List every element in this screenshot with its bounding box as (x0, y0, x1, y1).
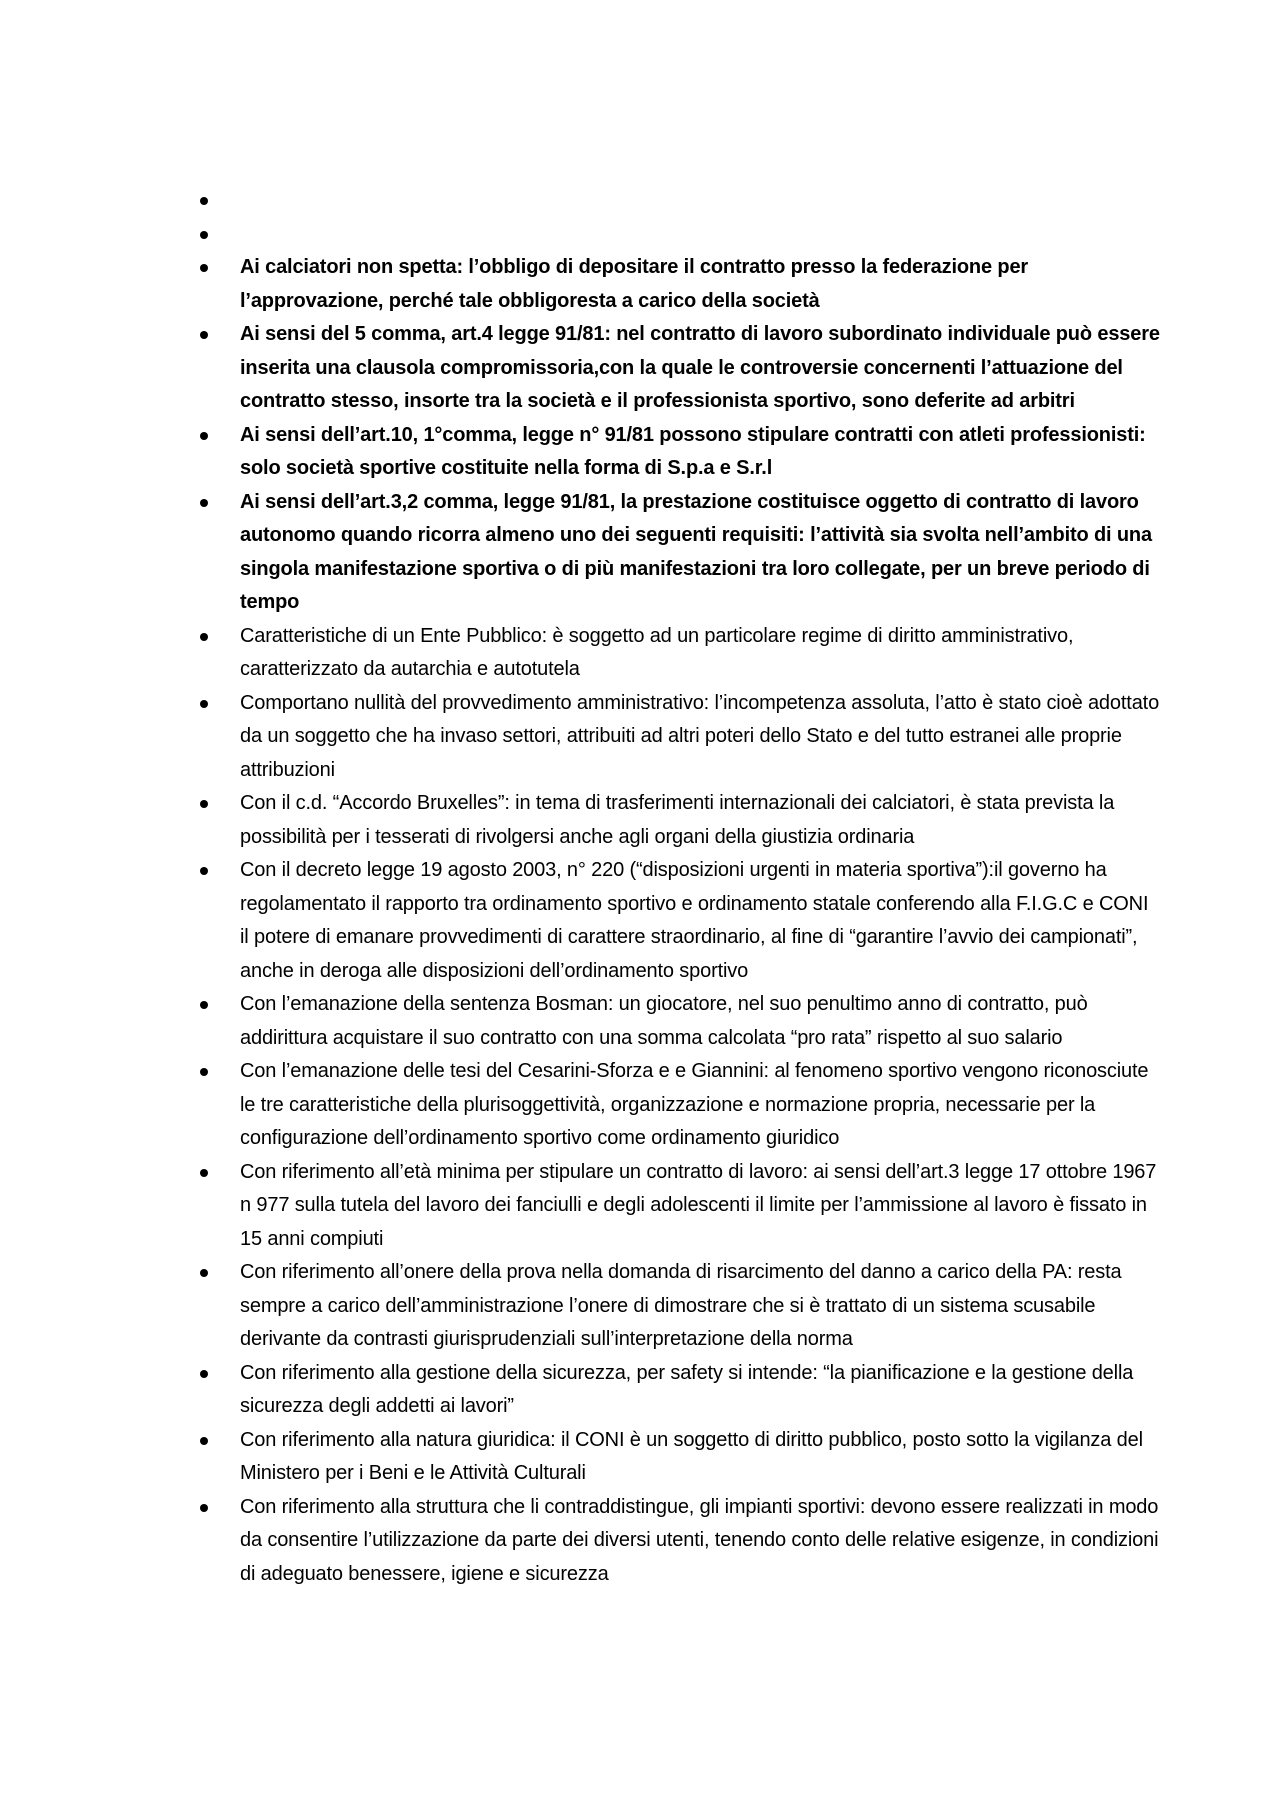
bullet-dot (200, 800, 208, 808)
list-item (200, 1357, 1160, 1424)
bullet-dot (200, 1068, 208, 1076)
bullet-dot (200, 432, 208, 440)
bullet-dot (200, 1001, 208, 1009)
list-item-text: Con riferimento alla natura giuridica: il CONI è un soggetto di diritto pubblico, posto sotto la vigilanza del Ministero per i Beni e le Attività Culturali (240, 1428, 1143, 1484)
list-item (200, 1424, 1160, 1491)
bullet-dot (200, 1169, 208, 1177)
list-item-text: Ai sensi del 5 comma, art.4 legge 91/81: nel contratto di lavoro subordinato individuale può essere inserita una clausola compromissoria,con la quale le controversie concernenti l’attuazione del contratto stesso, insorte tra la società e il professionista sportivo, sono deferite ad arbitri (240, 323, 1160, 412)
list-item-text: Con riferimento all’onere della prova nella domanda di risarcimento del danno a carico della PA: resta sempre a carico dell’amministrazione l’onere di dimostrare che si è trattato di un sistema scusabile derivante da contrasti giurisprudenziali sull’interpretazione della norma (240, 1261, 1122, 1350)
list-item (200, 687, 1160, 788)
list-item-text: Caratteristiche di un Ente Pubblico: è soggetto ad un particolare regime di diritto amministrativo, caratterizzato da autarchia e autotutela (240, 624, 1074, 680)
bullet-dot (200, 197, 208, 205)
bullet-dot (200, 331, 208, 339)
list-item-text: Con riferimento all’età minima per stipulare un contratto di lavoro: ai sensi dell’art.3 legge 17 ottobre 1967 n 977 sulla tutela del lavoro dei fanciulli e degli adolescenti il limite per l’ammissione al lavoro è fissato in 15 anni compiuti (240, 1160, 1157, 1250)
list-item (200, 988, 1160, 1055)
list-item (200, 251, 1160, 318)
bullet-list (200, 184, 1160, 1591)
list-item (200, 419, 1160, 486)
list-item (200, 486, 1160, 620)
list-item-text: Con l’emanazione delle tesi del Cesarini-Sforza e e Giannini: al fenomeno sportivo vengono riconosciute le tre caratteristiche della plurisoggettività, organizzazione e normazione propria, necessarie per la configurazione dell’ordinamento sportivo come ordinamento giuridico (240, 1060, 1149, 1149)
bullet-dot (200, 1437, 208, 1445)
list-item (200, 218, 1160, 252)
bullet-dot (200, 867, 208, 875)
list-item (200, 318, 1160, 419)
list-item-text: Con il c.d. “Accordo Bruxelles”: in tema di trasferimenti internazionali dei calciatori, è stata prevista la possibilità per i tesserati di rivolgersi anche agli organi della giustizia ordinaria (240, 792, 1115, 848)
list-item (200, 1156, 1160, 1257)
bullet-dot (200, 499, 208, 507)
list-item-text: Con il decreto legge 19 agosto 2003, n° 220 (“disposizioni urgenti in materia sportiva”):il governo ha regolamentato il rapporto tra ordinamento sportivo e ordinamento statale conferendo alla F.I.G.C e CONI il potere di emanare provvedimenti di carattere straordinario, al fine di “garantire l’avvio dei campionati”, anche in deroga alle disposizioni dell’ordinamento sportivo (240, 859, 1149, 982)
bullet-dot (200, 231, 208, 239)
list-item (200, 620, 1160, 687)
list-item-text: Ai sensi dell’art.3,2 comma, legge 91/81, la prestazione costituisce oggetto di contratto di lavoro autonomo quando ricorra almeno uno dei seguenti requisiti: l’attività sia svolta nell’ambito di una singola manifestazione sportiva o di più manifestazioni tra loro collegate, per un breve periodo di tempo (240, 490, 1152, 613)
bullet-dot (200, 700, 208, 708)
list-item-text: Con l’emanazione della sentenza Bosman: un giocatore, nel suo penultimo anno di contratto, può addirittura acquistare il suo contratto con una somma calcolata “pro rata” rispetto al suo salario (240, 993, 1088, 1049)
bullet-dot (200, 1504, 208, 1512)
list-item-text: Ai sensi dell’art.10, 1°comma, legge n° 91/81 possono stipulare contratti con atleti professionisti: solo società sportive costituite nella forma di S.p.a e S.r.l (240, 423, 1146, 479)
bullet-dot (200, 633, 208, 641)
list-item (200, 854, 1160, 988)
bullet-dot (200, 1370, 208, 1378)
list-item-text: Ai calciatori non spetta: l’obbligo di depositare il contratto presso la federazione per l’approvazione, perché tale obbligoresta a carico della società (240, 256, 1029, 312)
bullet-dot (200, 264, 208, 272)
bullet-dot (200, 1269, 208, 1277)
list-item-text: Con riferimento alla struttura che li contraddistingue, gli impianti sportivi: devono essere realizzati in modo da consentire l’utilizzazione da parte dei diversi utenti, tenendo conto delle relative esigenze, in condizioni di adeguato benessere, igiene e sicurezza (240, 1495, 1159, 1585)
list-item (200, 787, 1160, 854)
list-item-text: Con riferimento alla gestione della sicurezza, per safety si intende: “la pianificazione e la gestione della sicurezza degli addetti ai lavori” (240, 1361, 1134, 1417)
list-item (200, 1491, 1160, 1592)
list-item (200, 184, 1160, 218)
list-item (200, 1256, 1160, 1357)
list-item-text: Comportano nullità del provvedimento amministrativo: l’incompetenza assoluta, l’atto è stato cioè adottato da un soggetto che ha invaso settori, attribuiti ad altri poteri dello Stato e del tutto estranei alle proprie attribuzioni (240, 691, 1160, 781)
list-item (200, 1055, 1160, 1156)
